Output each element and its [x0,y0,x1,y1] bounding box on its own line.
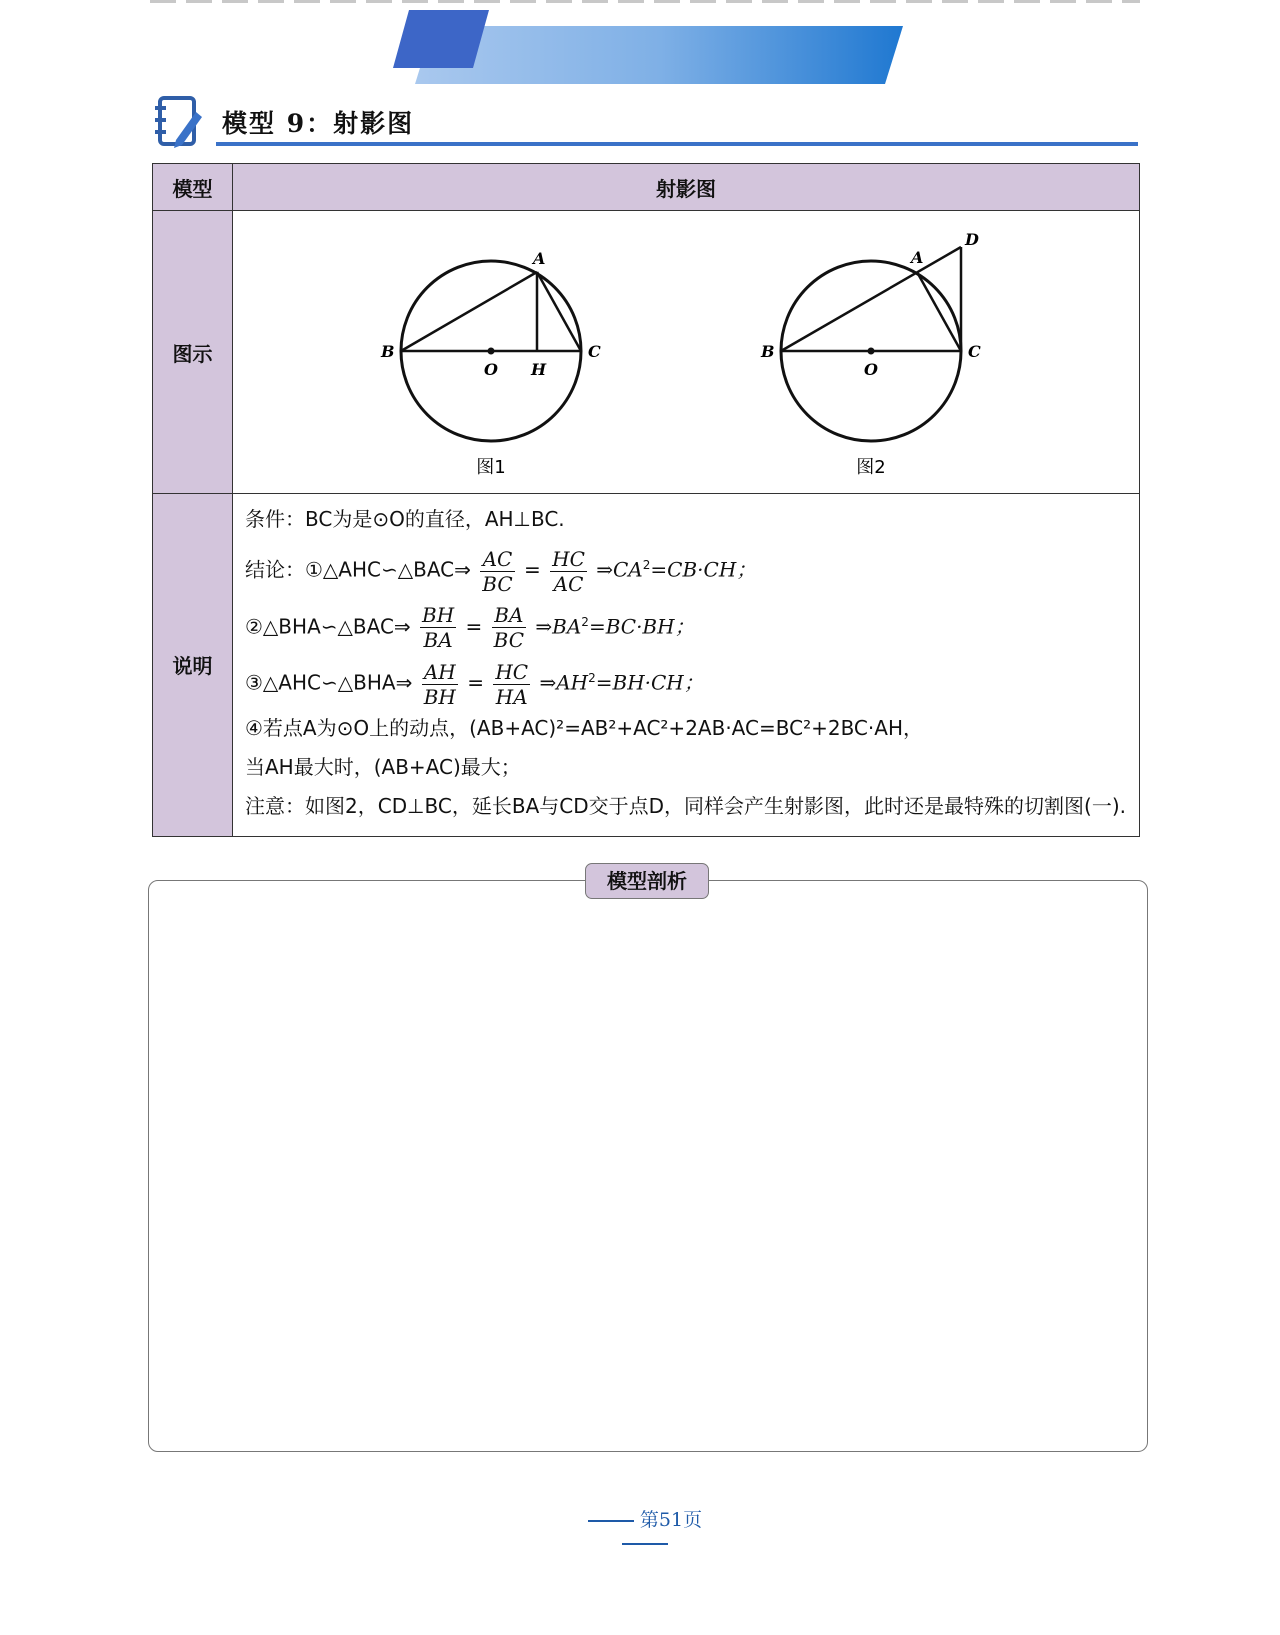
fig1-label-c: C [588,342,601,361]
condition-line: 条件：BC为是⊙O的直径，AH⊥BC. [245,507,565,531]
header-banner [393,10,903,85]
c1-squared: 2 [642,558,651,572]
c2-tail-a: ⇒BA [535,614,582,639]
c1-fraction-2 [550,547,587,596]
section-title: 模型 9：射影图 [222,109,415,138]
c2-fraction-1 [420,603,456,652]
figure-1-caption: 图1 [476,457,506,478]
c1-f1-den: BC [482,571,513,596]
description-cell [233,494,1140,837]
c1-f1-num: AC [480,547,514,572]
c2-f2-den: BC [493,628,525,653]
figure-1 [380,249,601,478]
row-label-figure: 图示 [153,211,233,494]
c1-fraction-1 [480,547,514,596]
fig1-label-h: H [531,360,547,379]
conclusion-2 [245,596,1127,653]
page-number: 第51页 [639,1509,703,1531]
fig1-label-o: O [484,360,498,379]
c3-f1-num: AH [422,660,458,685]
c3-tail-b: =BH·CH； [595,670,704,695]
section-title-row [150,92,1140,152]
figure-cell [233,211,1140,494]
c3-squared: 2 [588,671,596,686]
c1-f2-num: HC [552,546,585,571]
c2-squared: 2 [581,614,589,629]
note-paragraph: 注意：如图2，CD⊥BC，延长BA与CD交于点D，同样会产生射影图，此时还是最特殊的切割图(一). [245,793,1126,818]
figure-2 [760,230,981,478]
c3-fraction-2 [493,660,530,709]
row-label-desc: 说明 [153,494,233,837]
fig2-label-c: C [968,342,981,361]
c3-f2-num: HC [495,659,529,684]
fig1-label-b: B [381,342,395,361]
fig1-label-a: A [533,249,546,268]
c2-f1-num: BH [422,603,455,628]
figures-svg [233,211,1141,489]
c2-equals: = [465,614,483,639]
c1-tail-a: ⇒CA [596,557,643,582]
analysis-box [148,880,1148,1452]
analysis-label: 模型剖析 [585,863,709,899]
c2-prefix: ②△BHA∽△BAC⇒ [245,614,411,639]
c3-fraction-1 [422,660,458,709]
c3-f1-den: BH [423,684,456,709]
top-dash-border [150,0,1140,3]
page-footer [565,1505,725,1554]
c3-equals: = [467,670,484,695]
c1-prefix: 结论：①△AHC∽△BAC⇒ [245,557,471,582]
c1-tail-b: =CB·CH； [650,557,757,582]
header-model: 模型 [153,164,233,211]
c1-equals: = [524,557,541,582]
c2-fraction-2 [492,603,526,652]
c1-f2-den: AC [553,571,584,596]
fig2-label-d: D [965,230,979,249]
c2-tail-b: =BC·BH； [588,614,695,639]
title-underline [216,142,1138,146]
c3-f2-den: HA [495,684,528,709]
conclusion-3 [245,652,1127,709]
footer-left-rule [588,1520,634,1522]
model-table [152,163,1140,837]
notebook-pencil-icon [154,94,204,150]
c3-tail-a: ⇒AH [539,670,589,695]
footer-right-rule [622,1543,668,1545]
fig2-label-o: O [864,360,878,379]
fig2-label-a: A [911,248,924,267]
c2-f1-den: BA [423,628,453,653]
header-model-name: 射影图 [233,164,1140,211]
conclusion-4-line-2: 当AH最大时，(AB+AC)最大； [245,754,521,779]
conclusion-4-line-1: ④若点A为⊙O上的动点，(AB+AC)²=AB²+AC²+2AB·AC=BC²+2BC·AH， [245,715,923,740]
fig2-label-b: B [761,342,775,361]
c2-f2-num: BA [492,603,526,628]
c3-prefix: ③△AHC∽△BHA⇒ [245,670,413,695]
conclusion-1 [245,539,1127,596]
figure-2-caption: 图2 [856,457,886,478]
